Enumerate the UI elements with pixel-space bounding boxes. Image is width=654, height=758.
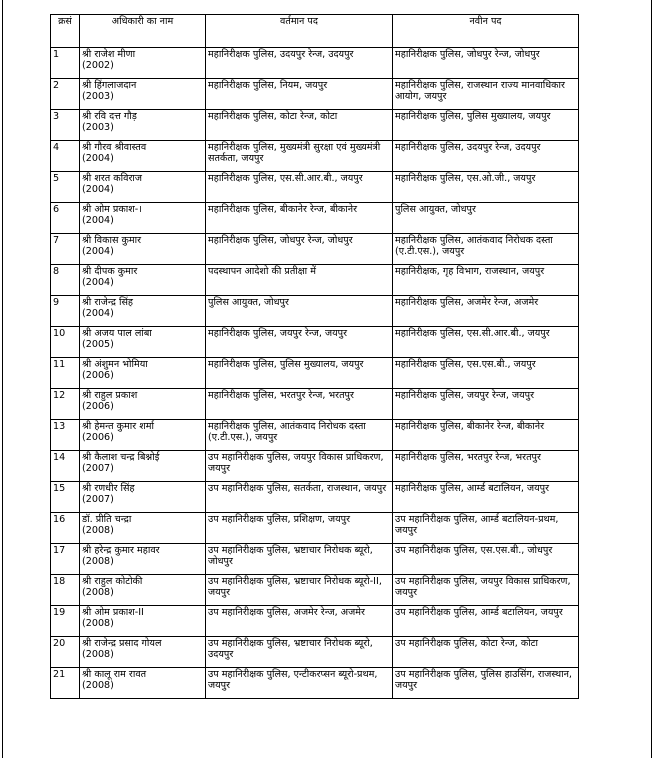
batch-year: (2004) (82, 153, 114, 164)
officer-cell (80, 389, 206, 420)
batch-year: (2006) (82, 401, 114, 412)
batch-year: (2008) (82, 587, 114, 598)
batch-year: (2007) (82, 494, 114, 505)
current-post-cell: महानिरीक्षक पुलिस, जोधपुर रेन्ज, जोधपुर (206, 234, 393, 265)
serial-cell: 18 (51, 575, 80, 606)
new-post-cell: उप महानिरीक्षक पुलिस, जयपुर विकास प्राधिकरण, जयपुर (393, 575, 579, 606)
officer-name: श्री गौरव श्रीवास्तव (82, 142, 147, 153)
current-post-cell: महानिरीक्षक पुलिस, कोटा रेन्ज, कोटा (206, 110, 393, 141)
serial-cell: 7 (51, 234, 80, 265)
officer-cell (80, 451, 206, 482)
current-post-cell: महानिरीक्षक पुलिस, एस.सी.आर.बी., जयपुर (206, 172, 393, 203)
serial-cell: 13 (51, 420, 80, 451)
batch-year: (2008) (82, 649, 114, 660)
batch-year: (2008) (82, 680, 114, 691)
table-row (51, 482, 579, 513)
batch-year: (2004) (82, 215, 114, 226)
serial-cell: 15 (51, 482, 80, 513)
table-row (51, 668, 579, 699)
current-post-cell: महानिरीक्षक पुलिस, उदयपुर रेन्ज, उदयपुर (206, 48, 393, 79)
serial-cell: 10 (51, 327, 80, 358)
new-post-cell: महानिरीक्षक पुलिस, जोधपुर रेन्ज, जोधपुर (393, 48, 579, 79)
new-post-cell: उप महानिरीक्षक पुलिस, एस.एस.बी., जोधपुर (393, 544, 579, 575)
table-row (51, 296, 579, 327)
batch-year: (2008) (82, 556, 114, 567)
officer-cell (80, 110, 206, 141)
officer-cell (80, 358, 206, 389)
batch-year: (2004) (82, 277, 114, 288)
batch-year: (2006) (82, 432, 114, 443)
new-post-cell: महानिरीक्षक पुलिस, भरतपुर रेन्ज, भरतपुर (393, 451, 579, 482)
new-post-cell: महानिरीक्षक पुलिस, बीकानेर रेन्ज, बीकानेर (393, 420, 579, 451)
table-row (51, 513, 579, 544)
officer-cell (80, 668, 206, 699)
batch-year: (2003) (82, 122, 114, 133)
officer-name: श्री शरत कविराज (82, 173, 143, 184)
page-border-right (651, 0, 652, 758)
officer-name: डॉ. प्रीति चन्द्रा (82, 514, 132, 525)
header-new-post: नवीन पद (393, 15, 579, 48)
officer-name: श्री राजेन्द्र सिंह (82, 297, 134, 308)
table-row (51, 110, 579, 141)
new-post-cell: महानिरीक्षक पुलिस, उदयपुर रेन्ज, उदयपुर (393, 141, 579, 172)
officer-cell (80, 606, 206, 637)
serial-cell: 16 (51, 513, 80, 544)
batch-year: (2008) (82, 525, 114, 536)
batch-year: (2003) (82, 91, 114, 102)
serial-cell: 21 (51, 668, 80, 699)
officer-cell (80, 420, 206, 451)
batch-year: (2004) (82, 246, 114, 257)
batch-year: (2004) (82, 308, 114, 319)
batch-year: (2002) (82, 60, 114, 71)
table-row (51, 637, 579, 668)
table-header-row (51, 15, 579, 48)
serial-cell: 17 (51, 544, 80, 575)
officer-name: श्री हेमन्त कुमार शर्मा (82, 421, 154, 432)
table-row (51, 544, 579, 575)
officer-name: श्री दीपक कुमार (82, 266, 138, 277)
officer-name: श्री विकास कुमार (82, 235, 142, 246)
current-post-cell: उप महानिरीक्षक पुलिस, जयपुर विकास प्राधिकरण, जयपुर (206, 451, 393, 482)
new-post-cell: महानिरीक्षक पुलिस, एस.ओ.जी., जयपुर (393, 172, 579, 203)
table-row (51, 420, 579, 451)
serial-cell: 14 (51, 451, 80, 482)
current-post-cell: महानिरीक्षक पुलिस, नियम, जयपुर (206, 79, 393, 110)
officer-name: श्री ओम प्रकाश-। (82, 204, 142, 215)
table-row (51, 234, 579, 265)
officer-name: श्री हरेन्द्र कुमार महावर (82, 545, 160, 556)
new-post-cell: महानिरीक्षक पुलिस, जयपुर रेन्ज, जयपुर (393, 389, 579, 420)
officer-name: श्री ओम प्रकाश-II (82, 607, 144, 618)
table-body (51, 48, 579, 699)
officer-cell (80, 513, 206, 544)
table-row (51, 48, 579, 79)
table-row (51, 172, 579, 203)
current-post-cell: उप महानिरीक्षक पुलिस, सतर्कता, राजस्थान, जयपुर (206, 482, 393, 513)
table-row (51, 203, 579, 234)
current-post-cell: उप महानिरीक्षक पुलिस, अजमेर रेन्ज, अजमेर (206, 606, 393, 637)
officer-cell (80, 203, 206, 234)
table-row (51, 606, 579, 637)
table-row (51, 358, 579, 389)
new-post-cell: उप महानिरीक्षक पुलिस, आर्म्ड बटालियन-प्रथम, जयपुर (393, 513, 579, 544)
current-post-cell: उप महानिरीक्षक पुलिस, भ्रष्टाचार निरोधक ब्यूरो-II, जयपुर (206, 575, 393, 606)
new-post-cell: पुलिस आयुक्त, जोधपुर (393, 203, 579, 234)
new-post-cell: महानिरीक्षक पुलिस, एस.सी.आर.बी., जयपुर (393, 327, 579, 358)
officer-cell (80, 637, 206, 668)
page-border-left (2, 0, 3, 758)
current-post-cell: पुलिस आयुक्त, जोधपुर (206, 296, 393, 327)
batch-year: (2007) (82, 463, 114, 474)
new-post-cell: महानिरीक्षक पुलिस, राजस्थान राज्य मानवाधिकार आयोग, जयपुर (393, 79, 579, 110)
officer-cell (80, 296, 206, 327)
new-post-cell: महानिरीक्षक पुलिस, एस.एस.बी., जयपुर (393, 358, 579, 389)
officer-cell (80, 544, 206, 575)
officer-name: श्री राजेश मीणा (82, 49, 136, 60)
current-post-cell: पदस्थापन आदेशो की प्रतीक्षा में (206, 265, 393, 296)
new-post-cell: महानिरीक्षक पुलिस, पुलिस मुख्यालय, जयपुर (393, 110, 579, 141)
officer-name: श्री राहुल प्रकाश (82, 390, 138, 401)
current-post-cell: उप महानिरीक्षक पुलिस, प्रशिक्षण, जयपुर (206, 513, 393, 544)
officer-postings-table (50, 14, 579, 699)
header-current-post: वर्तमान पद (206, 15, 393, 48)
serial-cell: 20 (51, 637, 80, 668)
current-post-cell: महानिरीक्षक पुलिस, पुलिस मुख्यालय, जयपुर (206, 358, 393, 389)
officer-name: श्री हिंगलाजदान (82, 80, 137, 91)
officer-cell (80, 172, 206, 203)
new-post-cell: उप महानिरीक्षक पुलिस, पुलिस हाउसिंग, राजस्थान, जयपुर (393, 668, 579, 699)
new-post-cell: महानिरीक्षक पुलिस, आतंकवाद निरोधक दस्ता (ए.टी.एस.), जयपुर (393, 234, 579, 265)
serial-cell: 5 (51, 172, 80, 203)
table-row (51, 141, 579, 172)
officer-name: श्री राजेन्द्र प्रसाद गोयल (82, 638, 162, 649)
officer-name: श्री कैलाश चन्द्र बिश्नोई (82, 452, 160, 463)
current-post-cell: उप महानिरीक्षक पुलिस, एन्टीकरप्सन ब्यूरो-प्रथम, जयपुर (206, 668, 393, 699)
current-post-cell: महानिरीक्षक पुलिस, जयपुर रेन्ज, जयपुर (206, 327, 393, 358)
officer-name: श्री अजय पाल लांबा (82, 328, 152, 339)
officer-cell (80, 141, 206, 172)
officer-cell (80, 79, 206, 110)
officer-cell (80, 265, 206, 296)
batch-year: (2008) (82, 618, 114, 629)
table-row (51, 575, 579, 606)
header-serial: क्रसं (51, 15, 80, 48)
new-post-cell: महानिरीक्षक पुलिस, अजमेर रेन्ज, अजमेर (393, 296, 579, 327)
table-row (51, 389, 579, 420)
current-post-cell: महानिरीक्षक पुलिस, भरतपुर रेन्ज, भरतपुर (206, 389, 393, 420)
header-officer-name: अधिकारी का नाम (80, 15, 206, 48)
officer-name: श्री रणधीर सिंह (82, 483, 135, 494)
table-row (51, 451, 579, 482)
officer-name: श्री अंशुमन भोमिया (82, 359, 148, 370)
current-post-cell: महानिरीक्षक पुलिस, आतंकवाद निरोधक दस्ता (ए.टी.एस.), जयपुर (206, 420, 393, 451)
current-post-cell: महानिरीक्षक पुलिस, मुख्यमंत्री सुरक्षा एवं मुख्यमंत्री सतर्कता, जयपुर (206, 141, 393, 172)
table-row (51, 327, 579, 358)
new-post-cell: महानिरीक्षक पुलिस, आर्म्ड बटालियन, जयपुर (393, 482, 579, 513)
serial-cell: 3 (51, 110, 80, 141)
officer-name: श्री राहुल कोटोकी (82, 576, 143, 587)
officer-cell (80, 234, 206, 265)
batch-year: (2005) (82, 339, 114, 350)
serial-cell: 2 (51, 79, 80, 110)
serial-cell: 1 (51, 48, 80, 79)
officer-cell (80, 575, 206, 606)
table-row (51, 79, 579, 110)
current-post-cell: उप महानिरीक्षक पुलिस, भ्रष्टाचार निरोधक ब्यूरो, जोधपुर (206, 544, 393, 575)
batch-year: (2006) (82, 370, 114, 381)
officer-cell (80, 482, 206, 513)
new-post-cell: उप महानिरीक्षक पुलिस, आर्म्ड बटालियन, जयपुर (393, 606, 579, 637)
serial-cell: 11 (51, 358, 80, 389)
current-post-cell: महानिरीक्षक पुलिस, बीकानेर रेन्ज, बीकानेर (206, 203, 393, 234)
current-post-cell: उप महानिरीक्षक पुलिस, भ्रष्टाचार निरोधक ब्यूरो, उदयपुर (206, 637, 393, 668)
serial-cell: 12 (51, 389, 80, 420)
table-row (51, 265, 579, 296)
serial-cell: 6 (51, 203, 80, 234)
serial-cell: 19 (51, 606, 80, 637)
officer-cell (80, 327, 206, 358)
officer-name: श्री कालू राम रावत (82, 669, 147, 680)
officer-name: श्री रवि दत्त गौड़ (82, 111, 137, 122)
new-post-cell: उप महानिरीक्षक पुलिस, कोटा रेन्ज, कोटा (393, 637, 579, 668)
serial-cell: 8 (51, 265, 80, 296)
serial-cell: 4 (51, 141, 80, 172)
batch-year: (2004) (82, 184, 114, 195)
serial-cell: 9 (51, 296, 80, 327)
new-post-cell: महानिरीक्षक, गृह विभाग, राजस्थान, जयपुर (393, 265, 579, 296)
officer-cell (80, 48, 206, 79)
